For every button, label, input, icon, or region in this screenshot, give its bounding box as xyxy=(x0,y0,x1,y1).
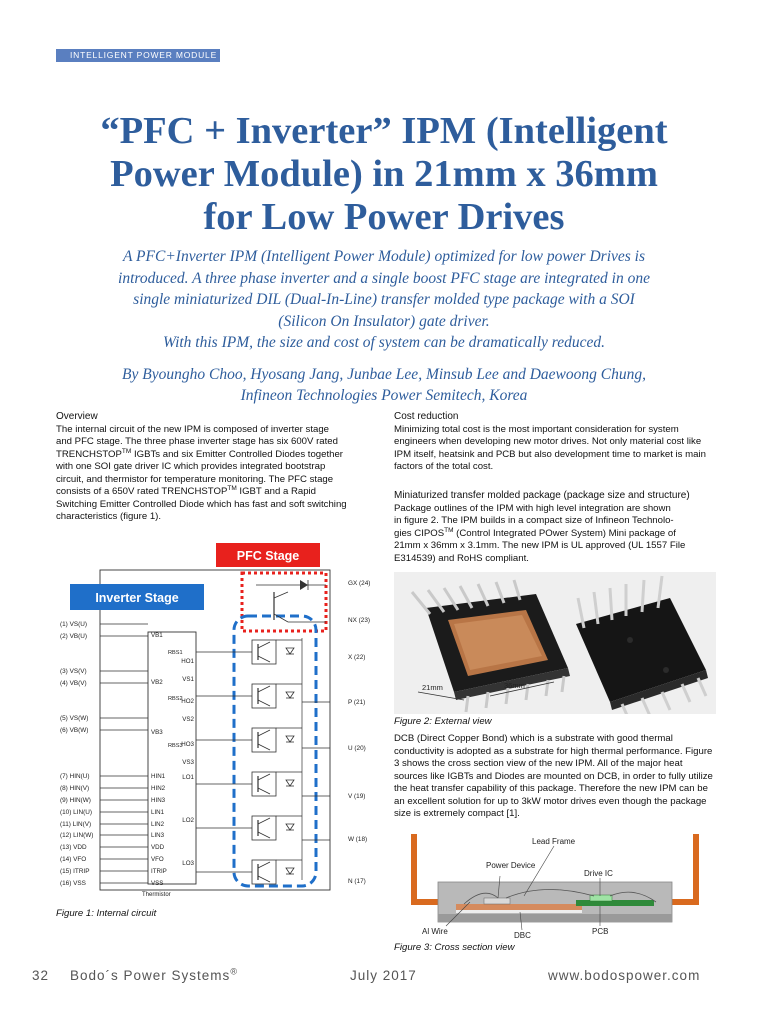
page-number: 32 xyxy=(32,968,50,983)
text-line: circuit, and thermistor for temperature monitoring. The PFC stage xyxy=(56,473,334,485)
right-pin-label: W (18) xyxy=(348,836,368,843)
ic-pin-label: HIN1 xyxy=(151,773,166,780)
left-pin-label: (6) VB(W) xyxy=(60,727,89,734)
issue-date: July 2017 xyxy=(350,968,417,983)
ic-pin-label: VFO xyxy=(151,856,164,863)
package-section xyxy=(394,490,716,565)
igbt-symbol xyxy=(252,816,294,840)
article-title xyxy=(20,110,748,239)
left-pin-label: (1) VS(U) xyxy=(60,621,87,628)
lead-line: introduced. A three phase inverter and a single boost PFC stage are integrated in one xyxy=(118,269,650,287)
cross-section-diagram xyxy=(394,832,716,940)
bootstrap-resistor-label: RBS2 xyxy=(168,696,183,702)
label-drive-ic: Drive IC xyxy=(584,869,613,878)
figure-3-cross-section xyxy=(394,832,716,940)
left-pin-label: (4) VB(V) xyxy=(60,680,87,687)
ic-output-label: HO1 xyxy=(181,658,194,665)
ic-output-label: HO2 xyxy=(181,698,194,705)
authors-line: Infineon Technologies Power Semitech, Korea xyxy=(240,387,528,404)
left-pin-label: (13) VDD xyxy=(60,844,87,851)
thermistor-label: Thermistor xyxy=(142,892,171,898)
cost-heading: Cost reduction xyxy=(394,411,459,422)
igbt-symbol xyxy=(252,860,294,884)
website-link[interactable]: www.bodospower.com xyxy=(548,968,701,983)
label-dbc: DBC xyxy=(514,931,531,940)
text-line: (Control Integrated POwer System) Mini package of xyxy=(453,527,676,539)
ic-output-label: LO1 xyxy=(182,774,194,781)
right-pin-label: U (20) xyxy=(348,745,366,752)
ic-pin-label: HIN2 xyxy=(151,785,166,792)
tm-mark: TM xyxy=(121,447,132,455)
magazine-title: Bodo´s Power Systems xyxy=(70,968,231,983)
ic-pin-label: ITRIP xyxy=(151,868,167,875)
left-pin-label: (12) LIN(W) xyxy=(60,832,94,839)
text-line: gies CIPOS xyxy=(394,527,445,539)
internal-circuit-diagram xyxy=(56,540,382,906)
figure-3-caption: Figure 3: Cross section view xyxy=(394,942,515,953)
ic-pin-label: VDD xyxy=(151,844,165,851)
pfc-stage-label: PFC Stage xyxy=(236,549,300,563)
text-line: Switching Emitter Controlled Diode which has fast and soft switching xyxy=(56,498,347,510)
text-line: 21mm x 36mm x 3.1mm. The new IPM is UL approved (UL 1557 File xyxy=(394,540,686,551)
dim-length-label: 36mm xyxy=(504,681,525,690)
inverter-stage-label: Inverter Stage xyxy=(95,591,179,605)
text-line: The internal circuit of the new IPM is composed of inverter stage xyxy=(56,423,330,435)
ic-pin-label: VSS xyxy=(151,880,164,887)
cost-section xyxy=(394,411,716,474)
registered-mark: ® xyxy=(230,966,238,977)
text-line: IGBTs and six Emitter Controlled Diodes together xyxy=(131,448,344,460)
label-al-wire: Al Wire xyxy=(422,927,448,936)
dim-width-label: 21mm xyxy=(422,683,443,692)
left-pin-label: (10) LIN(U) xyxy=(60,809,92,816)
ic-output-label: LO3 xyxy=(182,860,194,867)
left-pin-label: (9) HIN(W) xyxy=(60,797,91,804)
ic-pin-label: LIN3 xyxy=(151,832,165,839)
lead-line: With this IPM, the size and cost of system can be dramatically reduced. xyxy=(163,334,605,351)
igbt-symbol xyxy=(252,640,294,664)
title-line: “PFC + Inverter” IPM (Intelligent xyxy=(100,110,668,152)
ic-pin-label: LIN1 xyxy=(151,809,165,816)
ic-output-label: VS1 xyxy=(182,676,194,683)
label-lead-frame: Lead Frame xyxy=(532,837,576,846)
left-pin-label: (5) VS(W) xyxy=(60,715,89,722)
authors-line: By Byoungho Choo, Hyosang Jang, Junbae Lee, Minsub Lee and Daewoong Chung, xyxy=(122,366,646,383)
tm-mark: TM xyxy=(227,484,237,492)
right-pin-label: V (19) xyxy=(348,793,366,800)
page-footer xyxy=(32,968,722,988)
overview-section xyxy=(56,411,374,524)
left-pin-label: (14) VFO xyxy=(60,856,87,863)
magazine-name xyxy=(70,968,238,983)
tm-mark: TM xyxy=(444,526,454,534)
left-pin-label: (3) VS(V) xyxy=(60,668,87,675)
inverter-stage-outline xyxy=(234,616,316,886)
label-pcb: PCB xyxy=(592,927,609,936)
lead-paragraph xyxy=(60,246,708,354)
igbt-symbol xyxy=(252,772,294,796)
cost-text: Minimizing total cost is the most important consideration for system engineers when developing new motor drives. Not only material cost like IPM itself, heatsink and PCB but also development time to market is main factors of the total cost. xyxy=(394,423,706,472)
package-text xyxy=(394,503,716,566)
authors xyxy=(60,364,708,406)
right-pin-label: P (21) xyxy=(348,699,366,706)
title-line: Power Module) in 21mm x 36mm xyxy=(110,153,658,195)
ic-pin-label: VB2 xyxy=(151,679,163,686)
right-pin-label: N (17) xyxy=(348,878,366,885)
left-pin-label: (2) VB(U) xyxy=(60,633,87,640)
text-line: in figure 2. The IPM builds in a compact size of Infineon Technolo- xyxy=(394,515,674,526)
lead-line: single miniaturized DIL (Dual-In-Line) transfer molded type package with a SOI xyxy=(133,291,635,308)
ic-output-label: LO2 xyxy=(182,817,194,824)
bootstrap-resistor-label: RBS3 xyxy=(168,743,183,749)
bootstrap-resistor-label: RBS1 xyxy=(168,650,183,656)
ic-pin-label: VB3 xyxy=(151,729,163,736)
ipm-photo xyxy=(394,572,716,714)
text-line: IGBT and a Rapid xyxy=(236,486,317,497)
text-line: Package outlines of the IPM with high level integration are shown xyxy=(394,502,671,514)
right-pin-label: GX (24) xyxy=(348,580,371,587)
ic-output-label: VS3 xyxy=(182,759,194,766)
ic-pin-label: VB1 xyxy=(151,632,163,639)
lead-line: (Silicon On Insulator) gate driver. xyxy=(278,312,490,330)
section-tag: INTELLIGENT POWER MODULE xyxy=(56,49,220,62)
left-pin-label: (8) HIN(V) xyxy=(60,785,90,792)
ic-pin-label: HIN3 xyxy=(151,797,166,804)
ic-output-label: VS2 xyxy=(182,716,194,723)
left-pin-label: (16) VSS xyxy=(60,880,86,887)
ic-pin-label: LIN2 xyxy=(151,821,165,828)
package-heading: Miniaturized transfer molded package (package size and structure) xyxy=(394,490,690,501)
title-line: for Low Power Drives xyxy=(203,196,565,238)
text-line: characteristics (figure 1). xyxy=(56,511,162,522)
right-pin-label: NX (23) xyxy=(348,617,371,624)
left-pin-label: (11) LIN(V) xyxy=(60,821,92,828)
left-pin-label: (15) ITRIP xyxy=(60,868,90,875)
overview-heading: Overview xyxy=(56,411,98,422)
text-line: E314539) and RoHS compliant. xyxy=(394,552,529,564)
left-pin-label: (7) HIN(U) xyxy=(60,773,90,780)
text-line: consists of a 650V rated TRENCHSTOP xyxy=(56,486,228,497)
figure-2-caption: Figure 2: External view xyxy=(394,716,492,727)
dcb-section xyxy=(394,733,716,821)
figure-2-external-view xyxy=(394,572,716,714)
igbt-symbol xyxy=(252,684,294,708)
igbt-symbol xyxy=(252,728,294,752)
text-line: TRENCHSTOP xyxy=(56,448,122,460)
figure-1-internal-circuit xyxy=(56,540,382,906)
label-power-device: Power Device xyxy=(486,861,536,870)
right-pin-label: X (22) xyxy=(348,654,366,661)
figure-1-caption: Figure 1: Internal circuit xyxy=(56,908,157,919)
dcb-text: DCB (Direct Copper Bond) which is a substrate with good thermal conductivity is adopted as a substrate for high thermal performance. Figure 3 shows the cross section view of the new IPM. All of the major heat sources like IGBTs and Diodes are mounted on DCB, in order to fully utilize the heat transfer capability of this package. Therefore the new IPM can be an excellent solution for up to 3kW motor drives even though the package size is extremely compact [1]. xyxy=(394,733,713,819)
lead-line: A PFC+Inverter IPM (Intelligent Power Module) optimized for low power Drives is xyxy=(122,248,646,265)
ic-output-label: HO3 xyxy=(181,741,194,748)
text-line: with one SOI gate driver IC which provides integrated bootstrap xyxy=(56,461,326,472)
overview-text xyxy=(56,424,374,524)
text-line: and PFC stage. The three phase inverter stage has six 600V rated xyxy=(56,436,338,447)
